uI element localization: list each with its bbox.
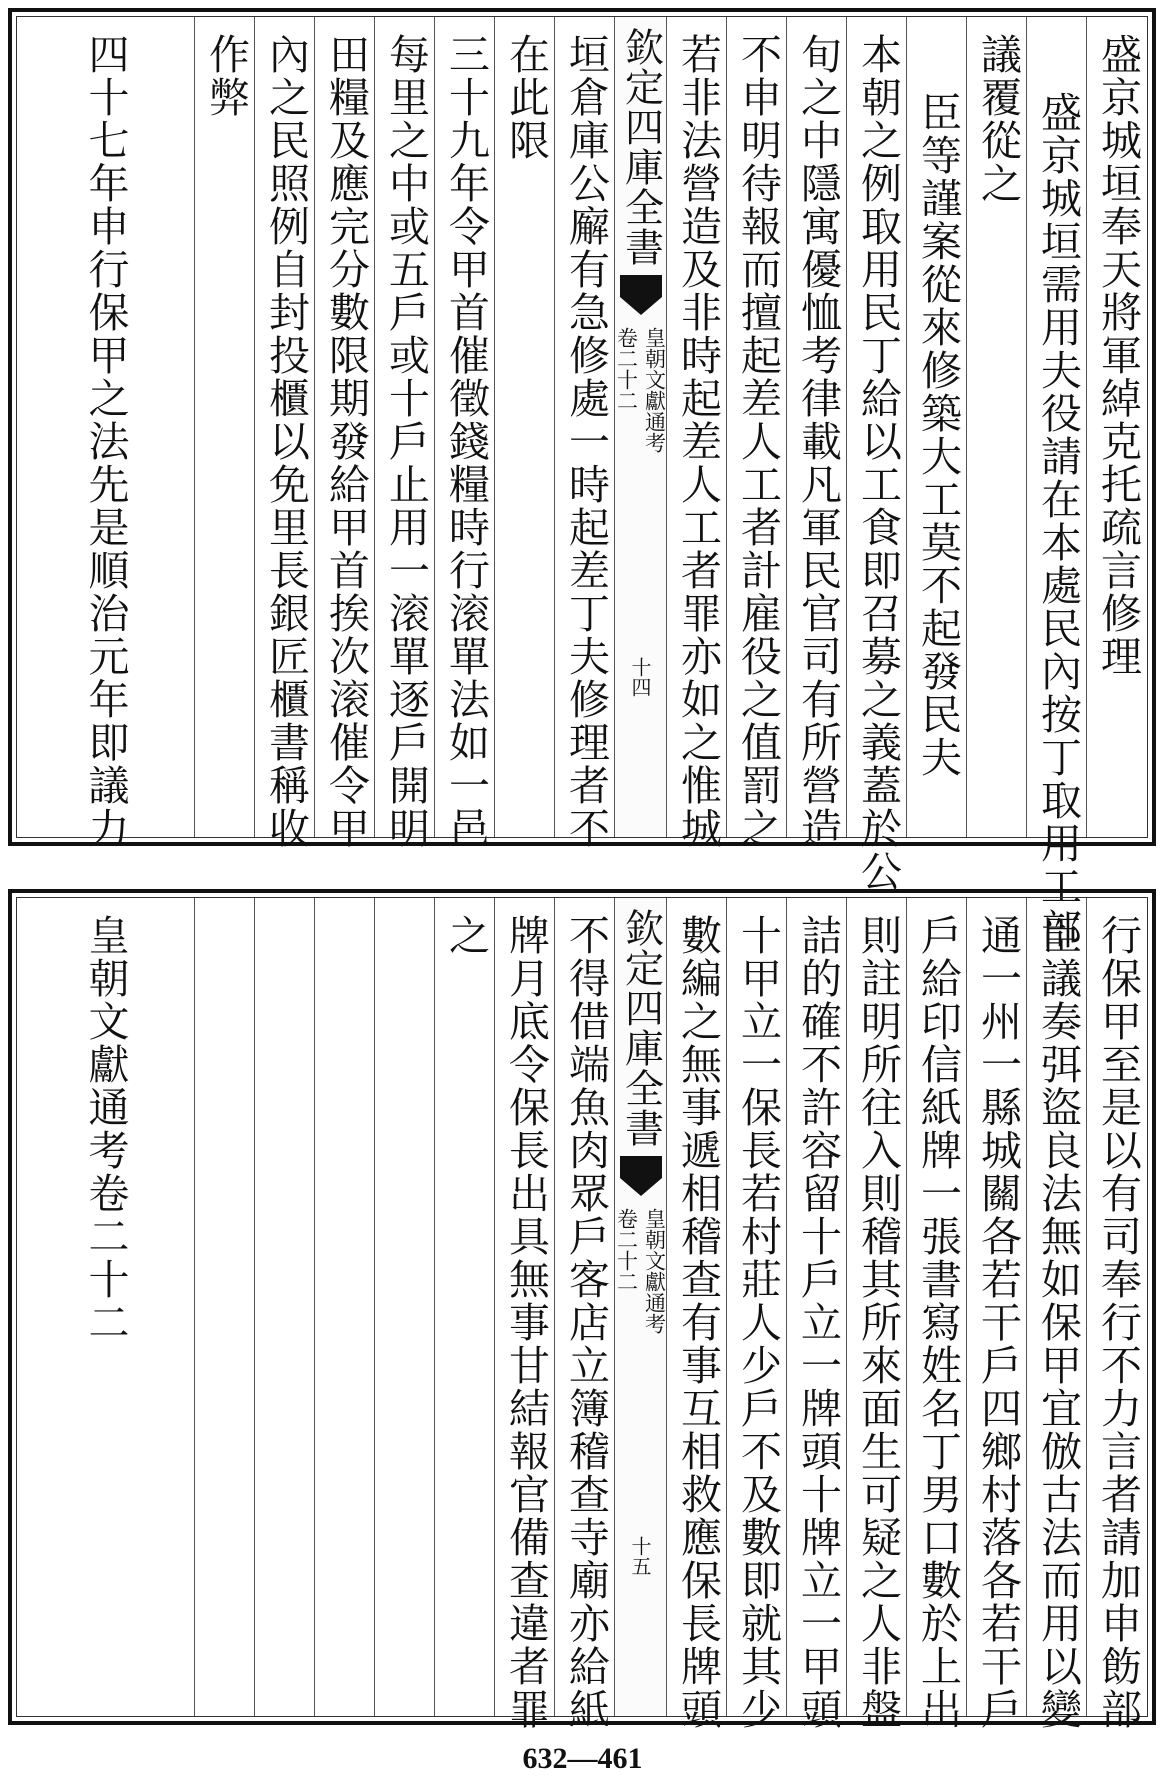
fish-tail-icon: [620, 275, 662, 317]
bottom-page-frame: [16, 897, 1148, 1731]
text-column: 不申明待報而擅起差人工者計雇役之值罰之: [727, 17, 787, 837]
text-column: 皇朝文獻通考卷二十二: [17, 898, 195, 1716]
text-column: 三十九年令甲首催徵錢糧時行滚單法如一邑: [435, 17, 495, 837]
center-fold-column: [615, 17, 667, 837]
fish-tail-icon: [620, 1156, 662, 1198]
text-column: 議覆從之: [967, 17, 1027, 837]
text-column: 行保甲至是以有司奉行不力言者請加申飭部: [1094, 914, 1142, 1731]
text-column: 臣等謹案從來修築大工莫不起發民夫: [907, 17, 967, 837]
text-column: 垣倉庫公廨有急修處一時起差丁夫修理者不: [555, 17, 615, 837]
top-page: [8, 8, 1156, 951]
center-title: 欽定四庫全書: [618, 27, 664, 267]
text-column: 不得借端魚肉眾戶客店立簿稽查寺廟亦給紙: [555, 898, 615, 1716]
text-column: 臣議奏弭盜良法無如保甲宜倣古法而用以變: [1027, 898, 1087, 1716]
text-column: 盛京城垣奉天將軍綽克托疏言修理: [1094, 33, 1142, 678]
text-column: 盛京城垣需用夫役請在本處民內按丁取用工部: [1027, 17, 1087, 837]
center-subtitle: 皇朝文獻通考 卷二十二: [614, 327, 667, 453]
text-column: 作弊: [195, 17, 255, 837]
text-column: 四十七年申行保甲之法先是順治元年即議力: [17, 17, 195, 837]
text-column: 戶給印信紙牌一張書寫姓名丁男口數於上出: [907, 898, 967, 1716]
text-column: 每里之中或五戶或十戶止用一滚單逐戶開明: [375, 17, 435, 837]
text-column: 十甲立一保長若村莊人少戶不及數即就其少: [727, 898, 787, 1716]
center-title: 欽定四庫全書: [618, 908, 664, 1148]
center-fold-column: [615, 898, 667, 1716]
text-column: 在此限: [495, 17, 555, 837]
center-page-number: 十五: [628, 1536, 652, 1576]
text-column: [315, 898, 375, 1716]
center-page-number: 十四: [628, 657, 652, 697]
text-column: [255, 898, 315, 1716]
text-column: 則註明所往入則稽其所來面生可疑之人非盤: [847, 898, 907, 1716]
text-column: 若非法營造及非時起差人工者罪亦如之惟城: [667, 17, 727, 837]
text-column: 內之民照例自封投櫃以免里長銀匠櫃書稱收: [255, 17, 315, 837]
text-column: 詰的確不許容留十戶立一牌頭十牌立一甲頭: [787, 898, 847, 1716]
top-page-frame: [16, 16, 1148, 951]
text-column: [195, 898, 255, 1716]
text-column: 牌月底令保長出具無事甘結報官備查違者罪: [495, 898, 555, 1716]
page-reference: 632—461: [522, 1742, 643, 1775]
text-column: [375, 898, 435, 1716]
text-column: 數編之無事遞相稽查有事互相救應保長牌頭: [667, 898, 727, 1716]
text-column: 之: [435, 898, 495, 1716]
text-column: 旬之中隱寓優恤考律載凡軍民官司有所營造: [787, 17, 847, 837]
center-subtitle: 皇朝文獻通考 卷二十二: [614, 1208, 667, 1334]
text-column: 通一州一縣城關各若干戶四鄉村落各若干戶: [967, 898, 1027, 1716]
text-column: 田糧及應完分數限期發給甲首挨次滚催令甲: [315, 17, 375, 837]
text-column: 本朝之例取用民丁給以工食即召募之義蓋於公: [847, 17, 907, 837]
bottom-page: [8, 889, 1156, 1731]
